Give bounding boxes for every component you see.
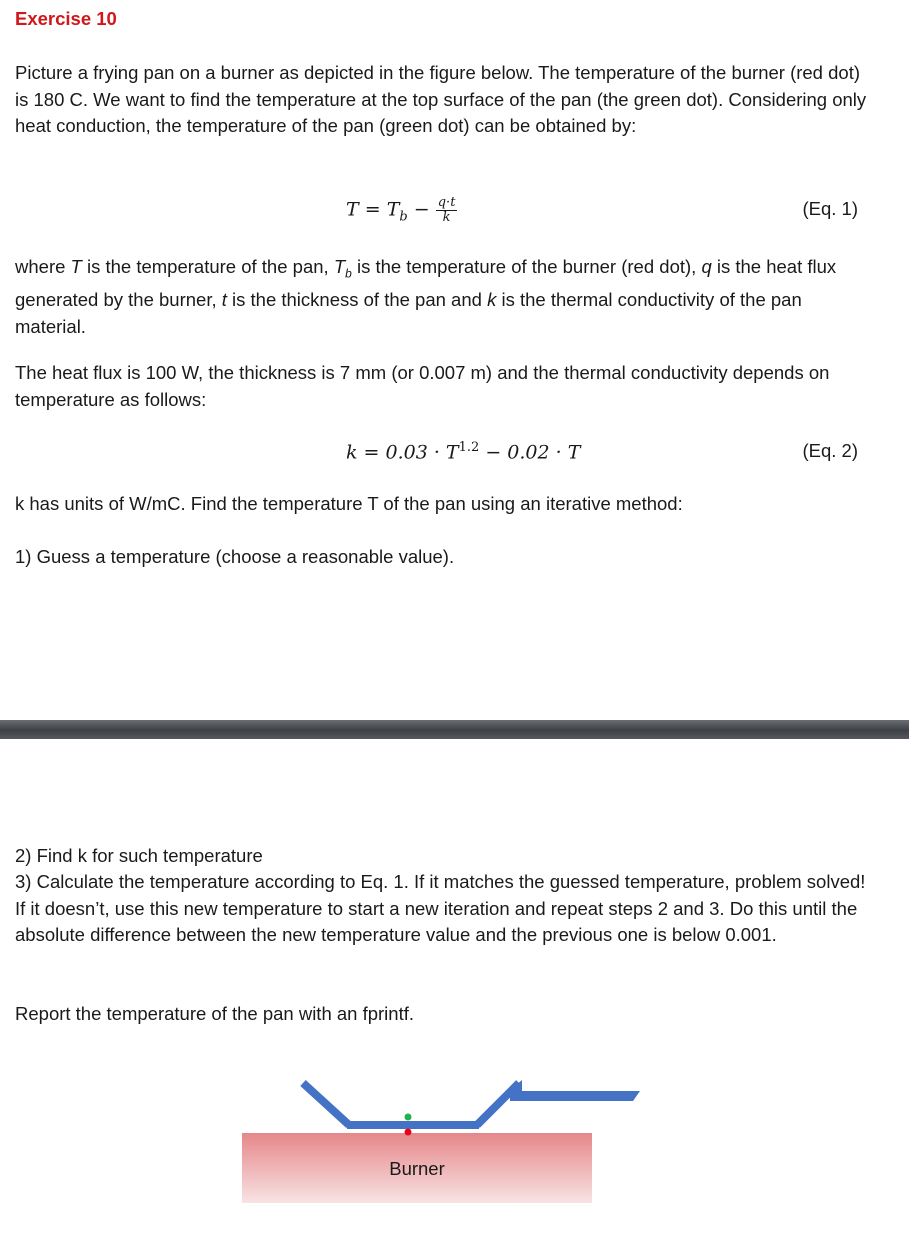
eq1-label: (Eq. 1) [802, 198, 858, 219]
units-paragraph: k has units of W/mC. Find the temperature T of the pan using an iterative method: [15, 493, 683, 514]
eq2-label: (Eq. 2) [802, 440, 858, 461]
where-var-q: q [701, 256, 712, 277]
eq2-text-b: − 0.02 · T [479, 441, 581, 464]
where-text: where [15, 256, 71, 277]
pan-left-wall [303, 1083, 349, 1125]
where-var-T: T [70, 256, 82, 277]
where-text: is the temperature of the pan, [81, 256, 334, 277]
report-instruction: Report the temperature of the pan with an fprintf. [15, 1003, 415, 1024]
where-text: is the temperature of the burner (red dot), [351, 256, 702, 277]
eq2-text-a: k = 0.03 · T [346, 441, 459, 464]
eq1-equals: = [364, 198, 381, 221]
where-text: is the thermal conductivity of the pan material. [15, 289, 802, 337]
eq1-tb-sub: b [399, 209, 408, 225]
eq1-lhs: T [346, 198, 359, 221]
pan-handle [510, 1080, 640, 1101]
where-text: is the heat flux generated by the burner, [15, 256, 837, 311]
eq1-tb: T [386, 198, 400, 221]
where-var-Tb-sub: b [345, 266, 352, 281]
step-3: 3) Calculate the temperature according to Eq. 1. If it matches the guessed temperature, problem solved! If it doesn’t, use this new temperature to start a new iteration and repeat steps 2 and 3. Do this until the absolute difference between the new temperature value and the previous one is below 0.001. [15, 871, 866, 945]
where-var-k: k [487, 289, 497, 311]
intro-paragraph: Picture a frying pan on a burner as depicted in the figure below. The temperature of the burner (red dot) is 180 C. We want to find the temperature at the top surface of the pan (the green dot). Considering only heat conduction, the temperature of the pan (green dot) can be obtained by: [15, 62, 867, 136]
where-var-Tb: T [333, 256, 346, 277]
flux-paragraph: The heat flux is 100 W, the thickness is 7 mm (or 0.007 m) and the thermal conductivity depends on temperature as follows: [15, 362, 830, 410]
burner-red-dot [405, 1129, 412, 1136]
step-2: 2) Find k for such temperature [15, 845, 263, 866]
eq2-exponent: 1.2 [458, 440, 480, 455]
eq1-minus: − [413, 198, 430, 221]
where-var-t: t [221, 289, 227, 311]
burner-label: Burner [389, 1158, 445, 1179]
step-1: 1) Guess a temperature (choose a reasonable value). [15, 546, 455, 567]
exercise-title: Exercise 10 [15, 8, 117, 29]
where-text: is the thickness of the pan and [226, 289, 488, 311]
eq1-numerator: q·t [437, 195, 456, 210]
eq1-denominator: k [442, 210, 451, 225]
pan-surface-green-dot [405, 1114, 412, 1121]
